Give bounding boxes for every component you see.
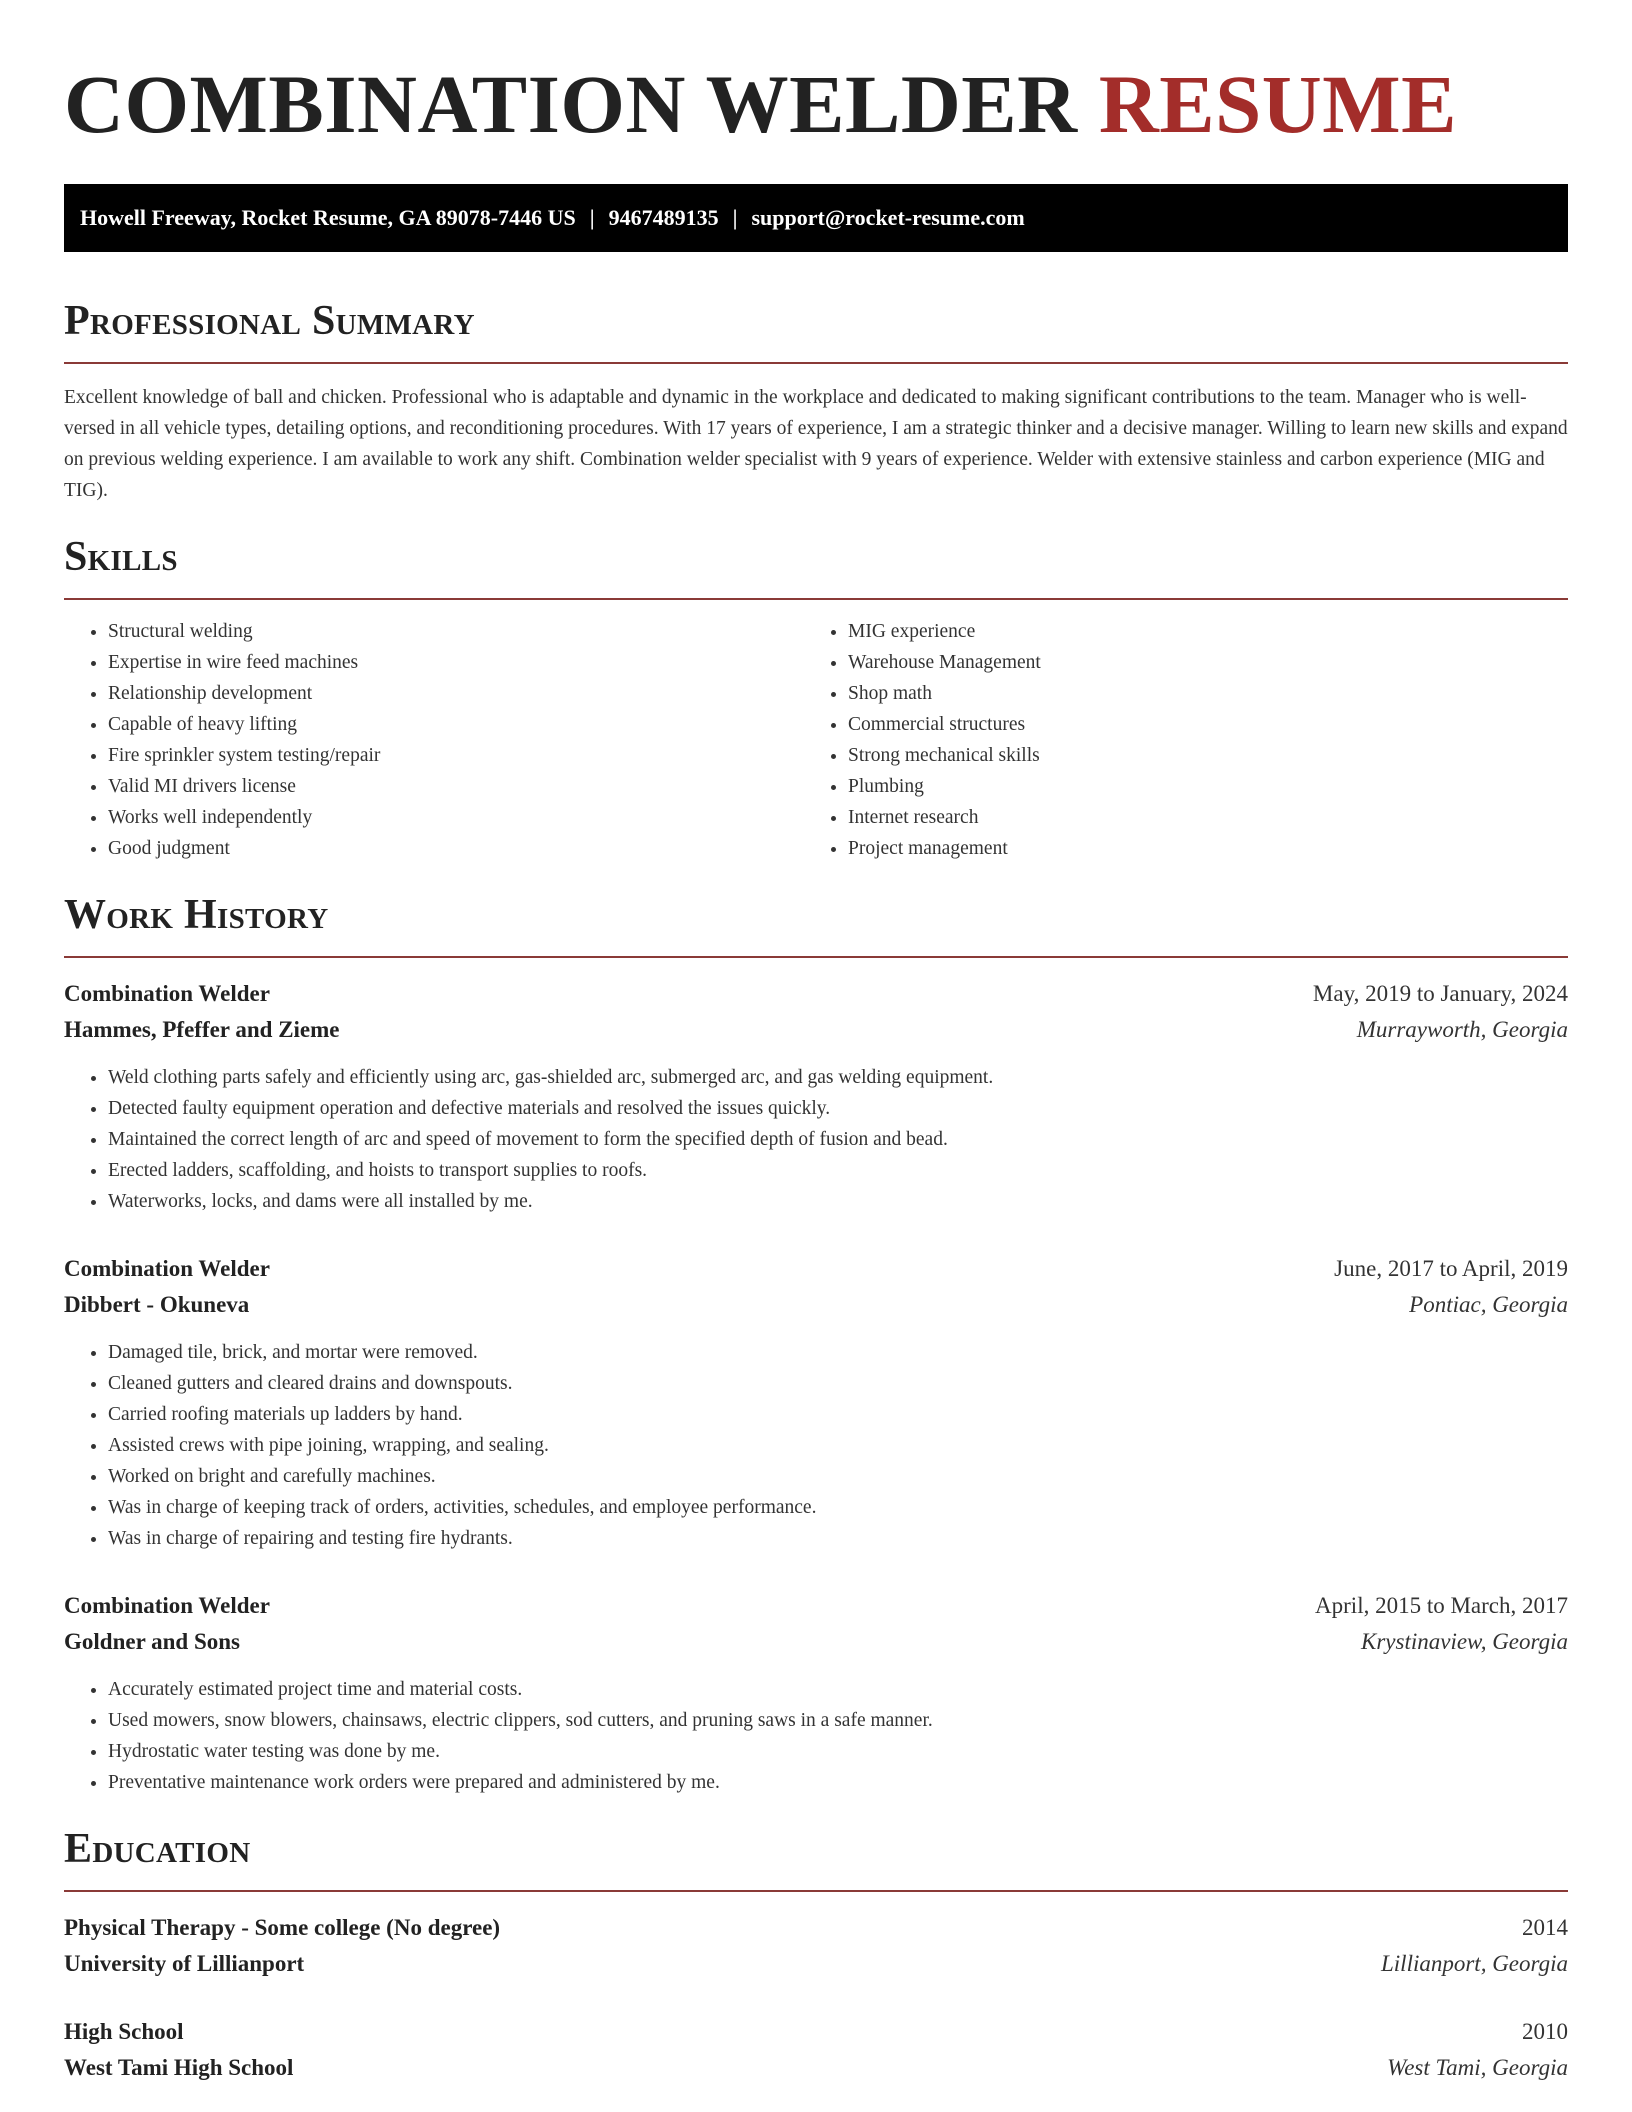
work-history-heading: Work History [64, 892, 329, 938]
education-section [64, 1824, 1568, 2086]
job-title-row [64, 1588, 1568, 1624]
skill-item: • Valid MI drivers license [108, 771, 804, 802]
skills-columns [64, 616, 1568, 864]
title-accent: RESUME [1098, 58, 1457, 150]
education-school: West Tami High School [64, 2055, 294, 2080]
job-duty: • Weld clothing parts safely and efficiently using arc, gas-shielded arc, submerged arc, and gas welding equipment. [108, 1062, 1568, 1093]
education-year: 2010 [1522, 2019, 1568, 2044]
job-duty: • Maintained the correct length of arc and speed of movement to form the specified depth of fusion and bead. [108, 1124, 1568, 1155]
contact-phone: 9467489135 [608, 205, 719, 230]
job-entry [64, 1588, 1568, 1798]
section-divider [64, 1890, 1568, 1892]
job-dates: April, 2015 to March, 2017 [1315, 1593, 1568, 1618]
education-degree-row [64, 2014, 1568, 2050]
job-duty: • Worked on bright and carefully machines. [108, 1461, 1568, 1492]
summary-heading: Professional Summary [64, 298, 475, 344]
education-location: West Tami, Georgia [1387, 2055, 1568, 2080]
job-company-row [64, 1287, 1568, 1323]
skill-item: • Commercial structures [848, 709, 1544, 740]
education-school: University of Lillianport [64, 1951, 305, 1976]
skill-item: • MIG experience [848, 616, 1544, 647]
education-entry [64, 2014, 1568, 2086]
job-location: Pontiac, Georgia [1409, 1292, 1568, 1317]
skills-section [64, 532, 1568, 864]
job-title-row [64, 1251, 1568, 1287]
skill-item: • Strong mechanical skills [848, 740, 1544, 771]
skills-column-right [804, 616, 1544, 864]
job-duty: • Detected faulty equipment operation and defective materials and resolved the issues quickly. [108, 1093, 1568, 1124]
job-duty: • Preventative maintenance work orders were prepared and administered by me. [108, 1767, 1568, 1798]
skills-heading: Skills [64, 534, 178, 580]
skill-item: • Internet research [848, 802, 1544, 833]
skills-column-left [64, 616, 804, 864]
education-degree-row [64, 1910, 1568, 1946]
contact-email[interactable]: support@rocket-resume.com [751, 205, 1025, 230]
job-location: Krystinaview, Georgia [1361, 1629, 1568, 1654]
job-duty: • Hydrostatic water testing was done by me. [108, 1736, 1568, 1767]
skill-item: • Good judgment [108, 833, 804, 864]
education-school-row [64, 2050, 1568, 2086]
job-company: Hammes, Pfeffer and Zieme [64, 1017, 340, 1042]
contact-address: Howell Freeway, Rocket Resume, GA 89078-7446 US [80, 205, 576, 230]
summary-text: Excellent knowledge of ball and chicken. Professional who is adaptable and dynamic in the workplace and dedicated to making significant contributions to the team. Manager who is well-versed in all vehicle types, detailing options, and reconditioning procedures. With 17 years of experience, I am a strategic thinker and a decisive manager. Willing to learn new skills and expand on previous welding experience. I am available to work any shift. Combination welder specialist with 9 years of experience. Welder with extensive stainless and carbon experience (MIG and TIG). [64, 387, 1568, 501]
skill-item: • Project management [848, 833, 1544, 864]
contact-separator: | [732, 205, 738, 230]
skill-item: • Fire sprinkler system testing/repair [108, 740, 804, 771]
skill-item: • Capable of heavy lifting [108, 709, 804, 740]
summary-section [64, 296, 1568, 506]
skill-item: • Works well independently [108, 802, 804, 833]
section-divider [64, 956, 1568, 958]
education-school-row [64, 1946, 1568, 1982]
contact-separator: | [589, 205, 595, 230]
job-title: Combination Welder [64, 1593, 270, 1618]
job-duty: • Erected ladders, scaffolding, and hoists to transport supplies to roofs. [108, 1155, 1568, 1186]
job-entry [64, 976, 1568, 1217]
education-entry [64, 1910, 1568, 1982]
job-location: Murrayworth, Georgia [1356, 1017, 1568, 1042]
job-duty: • Was in charge of keeping track of orders, activities, schedules, and employee performance. [108, 1492, 1568, 1523]
skill-item: • Expertise in wire feed machines [108, 647, 804, 678]
title-main: COMBINATION WELDER [64, 58, 1078, 150]
skills-list-left [64, 616, 804, 864]
education-heading: Education [64, 1826, 251, 1872]
job-company-row [64, 1012, 1568, 1048]
job-duty: • Accurately estimated project time and material costs. [108, 1674, 1568, 1705]
job-company: Goldner and Sons [64, 1629, 240, 1654]
job-entry [64, 1251, 1568, 1554]
skill-item: • Plumbing [848, 771, 1544, 802]
job-duties [64, 1062, 1568, 1217]
skill-item: • Relationship development [108, 678, 804, 709]
education-location: Lillianport, Georgia [1381, 1951, 1568, 1976]
skills-list-right [804, 616, 1544, 864]
job-company: Dibbert - Okuneva [64, 1292, 250, 1317]
skill-item: • Warehouse Management [848, 647, 1544, 678]
job-dates: June, 2017 to April, 2019 [1334, 1256, 1568, 1281]
job-title: Combination Welder [64, 1256, 270, 1281]
job-duty: • Cleaned gutters and cleared drains and downspouts. [108, 1368, 1568, 1399]
resume-title [64, 0, 1568, 150]
contact-bar [64, 184, 1568, 252]
job-duty: • Carried roofing materials up ladders by hand. [108, 1399, 1568, 1430]
work-history-section [64, 890, 1568, 1798]
skill-item: • Structural welding [108, 616, 804, 647]
education-degree: Physical Therapy - Some college (No degree) [64, 1915, 501, 1940]
job-dates: May, 2019 to January, 2024 [1312, 981, 1568, 1006]
job-duties [64, 1674, 1568, 1798]
section-divider [64, 362, 1568, 364]
education-degree: High School [64, 2019, 184, 2044]
job-duty: • Waterworks, locks, and dams were all installed by me. [108, 1186, 1568, 1217]
job-title: Combination Welder [64, 981, 270, 1006]
job-duty: • Used mowers, snow blowers, chainsaws, electric clippers, sod cutters, and pruning saws in a safe manner. [108, 1705, 1568, 1736]
job-duties [64, 1337, 1568, 1554]
job-company-row [64, 1624, 1568, 1660]
job-title-row [64, 976, 1568, 1012]
education-year: 2014 [1522, 1915, 1568, 1940]
skill-item: • Shop math [848, 678, 1544, 709]
job-duty: • Assisted crews with pipe joining, wrapping, and sealing. [108, 1430, 1568, 1461]
job-duty: • Damaged tile, brick, and mortar were removed. [108, 1337, 1568, 1368]
section-divider [64, 598, 1568, 600]
job-duty: • Was in charge of repairing and testing fire hydrants. [108, 1523, 1568, 1554]
